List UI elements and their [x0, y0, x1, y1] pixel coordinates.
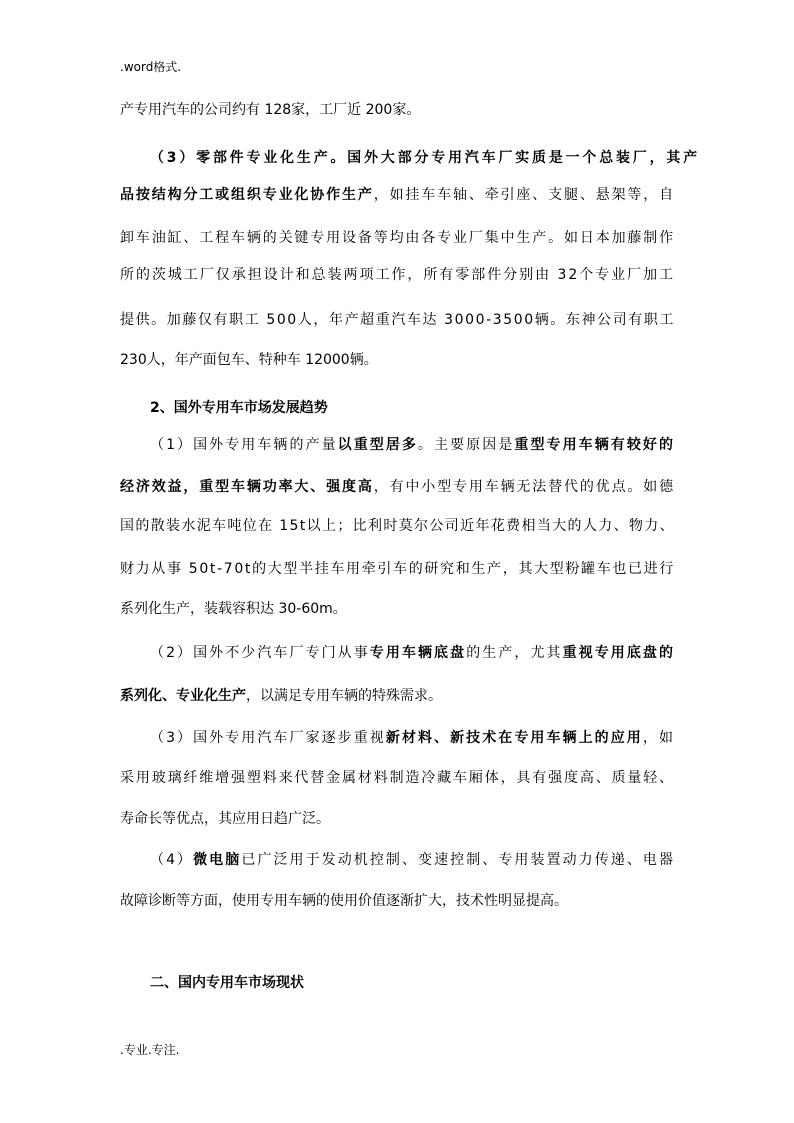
bold-text: （3）零部件专业化生产。国外大部分专用汽车厂实质是一个总装厂，其产: [150, 150, 701, 166]
bold-text: 经济效益，重型车辆功率大、强度高: [120, 479, 374, 495]
text-span: 寿命长等优点，其应用日趋广泛。: [120, 811, 330, 827]
text-line: [150, 643, 675, 663]
bold-text: 系列化、专业化生产: [120, 688, 246, 704]
text-line: [120, 100, 420, 120]
text-span: 故障诊断等方面，使用专用车辆的使用价值逐渐扩大，技术性明显提高。: [120, 893, 568, 909]
text-line: [150, 728, 675, 748]
bold-text: 重视专用底盘的: [562, 645, 676, 661]
text-span: 系列化生产，装载容积达 30-60m。: [120, 601, 347, 617]
text-line: [120, 477, 675, 497]
text-span: （3）国外专用汽车厂家逐步重视: [150, 730, 386, 746]
text-span: 财力从事 50t-70t的大型半挂车用牵引车的研究和生产，其大型粉罐车也已进行: [120, 561, 676, 577]
text-line: [150, 850, 675, 870]
bold-text: 专用车辆底盘: [369, 645, 467, 661]
text-line: [150, 973, 304, 993]
text-line: [120, 559, 675, 579]
text-span: 采用玻璃纤维增强塑料来代替金属材料制造冷藏车厢体，具有强度高、质量轻、: [120, 770, 675, 786]
text-span: （2）国外不少汽车厂专门从事: [150, 645, 370, 661]
text-span: （4）: [150, 852, 194, 868]
text-line: [120, 310, 675, 330]
bold-text: 品按结构分工或组织专业化协作生产: [120, 187, 374, 203]
text-span: 所的茨城工厂仅承担设计和总装两项工作，所有零部件分别由 32个专业厂加工: [120, 267, 676, 283]
text-span: 产专用汽车的公司约有 128家，工厂近 200家。: [120, 102, 421, 118]
bold-text: 二、国内专用车市场现状: [150, 975, 304, 991]
text-line: [120, 516, 675, 536]
text-span: ，如挂车车轴、牵引座、支腿、悬架等，自: [373, 187, 676, 203]
text-span: 卸车油缸、工程车辆的关键专用设备等均由各专业厂集中生产。如日本加藤制作: [120, 230, 675, 246]
text-span: 已广泛用于发动机控制、变速控制、专用装置动力传递、电器: [241, 852, 676, 868]
text-line: [120, 228, 675, 248]
bold-text: 重型专用车辆有较好的: [514, 437, 676, 453]
text-line: [150, 398, 328, 418]
text-span: ，有中小型专用车辆无法替代的优点。如德: [373, 479, 676, 495]
text-span: 。主要原因是: [418, 437, 515, 453]
text-line: [120, 350, 378, 370]
bold-text: 以重型居多: [337, 437, 418, 453]
page-header: .word格式.: [120, 60, 182, 74]
bold-text: 2、国外专用车市场发展趋势: [150, 400, 328, 416]
text-line: [120, 891, 568, 911]
text-line: [120, 599, 347, 619]
text-span: 提供。加藤仅有职工 500人，年产超重汽车达 3000-3500辆。东神公司有职工: [120, 312, 675, 328]
text-line: [120, 185, 675, 205]
text-span: （1）国外专用车辆的产量: [150, 437, 338, 453]
text-span: 的生产，尤其: [466, 645, 563, 661]
bold-text: 新材料、新技术在专用车辆上的应用: [385, 730, 643, 746]
text-span: 国的散装水泥车吨位在 15t以上；比利时莫尔公司近年花费相当大的人力、物力、: [120, 518, 675, 534]
text-line: [120, 768, 675, 788]
text-line: [150, 435, 675, 455]
text-line: [120, 686, 442, 706]
text-line: [120, 809, 330, 829]
text-line: [120, 265, 675, 285]
text-span: ，以满足专用车辆的特殊需求。: [246, 688, 442, 704]
text-span: ，如: [642, 730, 676, 746]
bold-text: 微电脑: [193, 852, 242, 868]
text-span: 230人，年产面包车、特种车 12000辆。: [120, 352, 378, 368]
text-line: [150, 148, 700, 168]
page-footer: .专业.专注.: [120, 1043, 180, 1057]
